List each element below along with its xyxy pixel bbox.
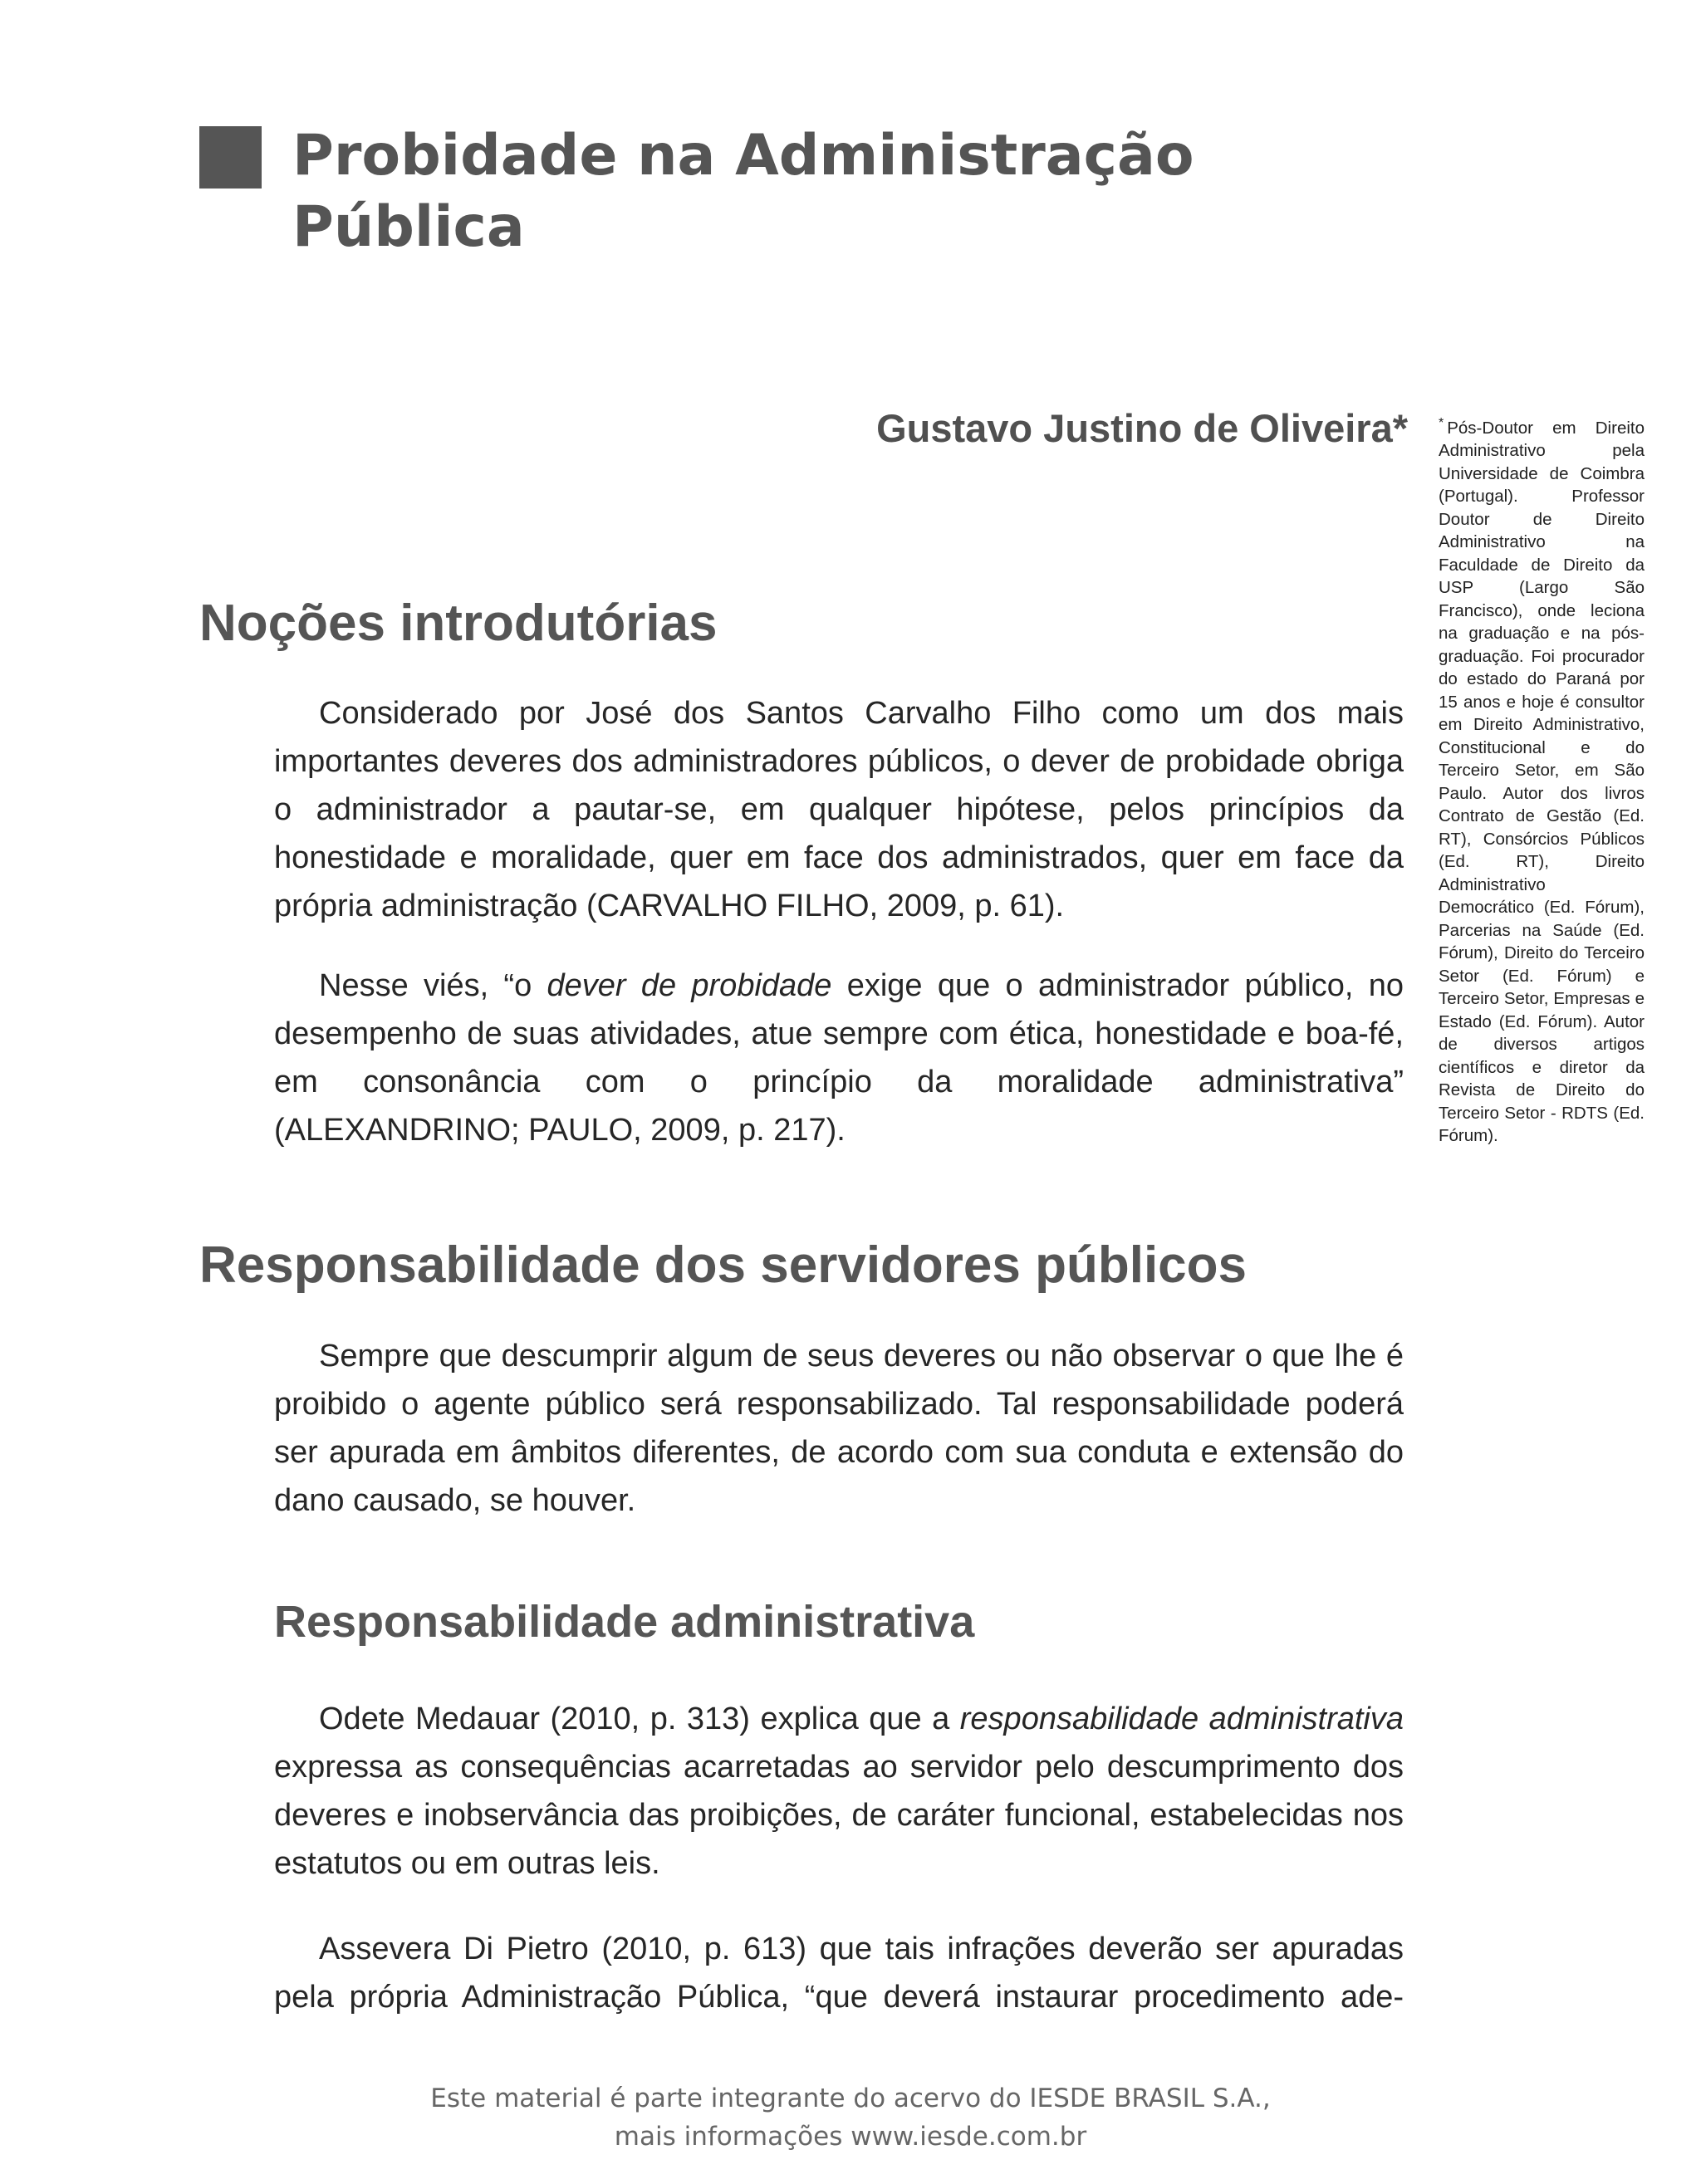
heading-responsabilidade-servidores: Responsabilidade dos servidores públicos — [199, 1236, 1248, 1294]
heading-responsabilidade-administrativa: Responsabilidade administrativa — [274, 1597, 975, 1647]
page-footer — [0, 2079, 1701, 2156]
paragraph-nocoes-2-part-b: exige que o administrador público, no desempenho de suas atividades, atue sempre com ética, honestidade e boa-fé, em consonância com o princípio da moralidade administrativa” (ALEXANDRINO; PAULO, 2009, p. 217). — [274, 968, 1404, 1148]
paragraph-administrativa-1 — [274, 1695, 1404, 1888]
author-footnote — [1439, 412, 1645, 1148]
title-square-icon — [199, 126, 262, 189]
paragraph-nocoes-2-part-a: Nesse viés, “o — [319, 968, 547, 1003]
paragraph-responsabilidade-1: Sempre que descumprir algum de seus deveres ou não observar o que lhe é proibido o agente público será responsabilizado. Tal responsabilidade poderá ser apurada em âmbitos diferentes, de acordo com sua conduta e extensão do dano causado, se houver. — [274, 1339, 1404, 1518]
page-title-line2: Pública — [292, 194, 525, 260]
footnote-mark: * — [1439, 416, 1444, 430]
page-title — [292, 120, 1372, 263]
footer-line2: mais informações www.iesde.com.br — [614, 2122, 1087, 2152]
paragraph-administrativa-2: Assevera Di Pietro (2010, p. 613) que tais infrações deverão ser apuradas pela própria Administração Pública, “que deverá instaurar procedimento ade- — [274, 1932, 1404, 2015]
paragraph-nocoes-2 — [274, 962, 1404, 1154]
paragraph-nocoes-2-emphasis: dever de probidade — [547, 968, 832, 1003]
footnote-text: Pós-Doutor em Direito Administrativo pela Universidade de Coimbra (Portugal). Professor Doutor de Direito Administrativo na Faculdade de Direito da USP (Largo São Francisco), onde leciona na graduação e na pós-graduação. Foi procurador do estado do Paraná por 15 anos e hoje é consultor em Direito Administrativo, Constitucional e do Terceiro Setor, em São Paulo. Autor dos livros Contrato de Gestão (Ed. RT), Consórcios Públicos (Ed. RT), Direito Administrativo Democrático (Ed. Fórum), Parcerias na Saúde (Ed. Fórum), Direito do Terceiro Setor (Ed. Fórum) e Terceiro Setor, Empresas e Estado (Ed. Fórum). Autor de diversos artigos científicos e diretor da Revista de Direito do Terceiro Setor - RDTS (Ed. Fórum). — [1439, 418, 1645, 1146]
paragraph-nocoes-1: Considerado por José dos Santos Carvalho Filho como um dos mais importantes deveres dos administradores públicos, o dever de probidade obriga o administrador a pautar-se, em qualquer hipótese, pelos princípios da honestidade e moralidade, quer em face dos administrados, quer em face da própria administração (CARVALHO FILHO, 2009, p. 61). — [274, 696, 1404, 923]
footer-line1: Este material é parte integrante do acervo do IESDE BRASIL S.A., — [430, 2084, 1271, 2113]
page-title-line1: Probidade na Administração — [292, 123, 1194, 189]
paragraph-administrativa-1-emphasis: responsabilidade administrativa — [959, 1702, 1404, 1736]
paragraph-administrativa-1-part-b: expressa as consequências acarretadas ao servidor pelo descumprimento dos deveres e inobservância das proibições, de caráter funcional, estabelecidas nos estatutos ou em outras leis. — [274, 1750, 1404, 1881]
paragraph-administrativa-1-part-a: Odete Medauar (2010, p. 313) explica que a — [319, 1702, 960, 1736]
heading-nocoes-introdutorias: Noções introdutórias — [199, 595, 718, 652]
author-name: Gustavo Justino de Oliveira* — [876, 406, 1408, 450]
